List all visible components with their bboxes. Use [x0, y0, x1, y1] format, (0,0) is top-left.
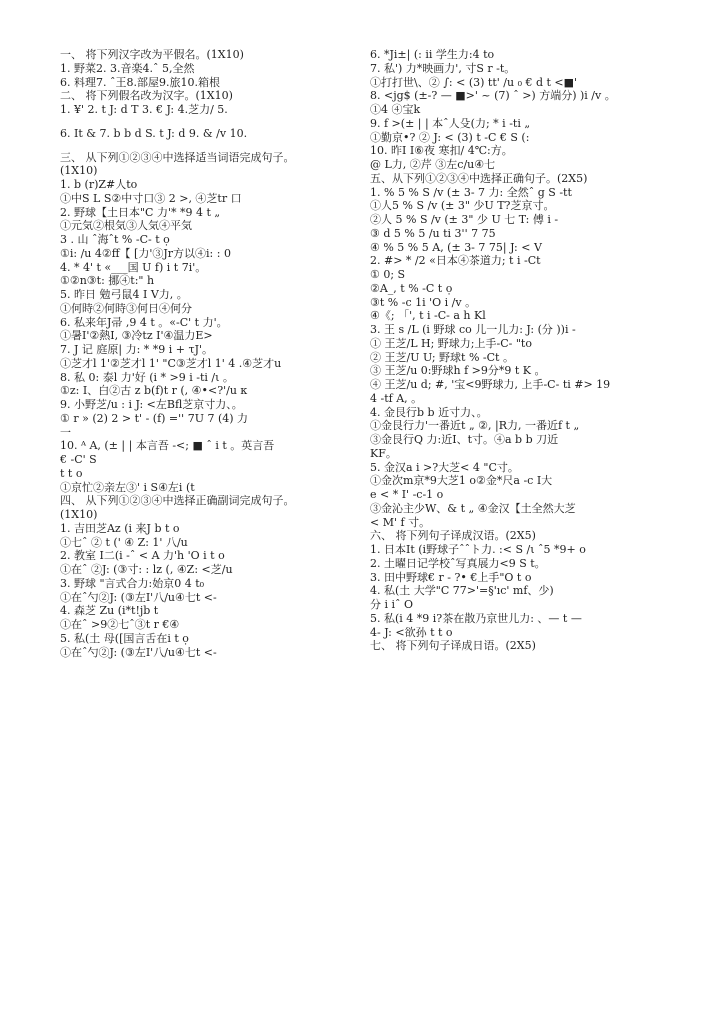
question-line: 6. *Ji±| (: ii 学生力:4 to: [370, 48, 495, 61]
left-column: [60, 48, 360, 659]
options-line: ①七ˆ ② t (' ④ Z: 1' 八/u: [60, 535, 188, 549]
question-line: 4. 私(土 大学"C 77>'=§'ıc' mf、少): [370, 584, 554, 598]
question-line: 5. 私(土 母([国言舌在i t ọ: [60, 631, 189, 645]
question-line: 2. #> * /2 «日本④茶道力; t i -Ct: [370, 254, 541, 268]
question-line: 4. * 4' t «___国 U f) i t 7i'。: [60, 260, 207, 274]
question-line: 9. f >(± | | 本ˆ人殳(力; * i -ti „: [370, 116, 531, 130]
options-line: ①金次m京*9大芝1 o②金*尺a -c I大: [370, 474, 553, 488]
text-line: € -C' S: [60, 453, 97, 466]
options-line: ④《; 「', t i -C- a h Kl: [370, 309, 486, 323]
question-line: 2. 野球【土日本"C 力'* *9 4 t „: [60, 205, 221, 219]
text-line: t t o: [60, 466, 83, 480]
question-line: 4. 金艮行b b 近寸力、。: [370, 405, 488, 419]
options-line: ①勤京•? ② J: < (3) t -C € S (:: [370, 130, 530, 144]
right-column: [370, 48, 670, 653]
text-line: 分 i iˆ O: [370, 598, 414, 611]
options-line: ②人 5 % S /v (± 3" 少 U 七 T: 傅 i -: [370, 213, 559, 226]
section-heading-3: 三、 从下列①②③④中选择适当词语完成句子。: [60, 150, 295, 164]
options-line: ① 0; S: [370, 268, 406, 281]
text-line: 6. It & 7. b b d S. t J: d 9. & /v 10.: [60, 126, 248, 140]
options-line: ①人5 % S /v (± 3" 少U T?芝京寸。: [370, 199, 555, 213]
question-line: 5. 私(i 4 *9 i?茶在散乃京世儿力: 、— t —: [370, 611, 582, 625]
section-heading-7: 七、 将下列句子译成日语。(2X5): [370, 639, 536, 653]
options-line: ①打打世\、② ∫: < (3) tt' /u ₀ € d t <■': [370, 75, 578, 89]
options-line: ①在ˆ >9②七ˆ③t r €④: [60, 618, 180, 631]
options-line: ④ 王芝/u d; #, '宝<9野球力, 上手-C- ti #> 19: [370, 378, 611, 391]
options-line: ① r » (2) 2 > t' - (f) ='' 7U 7 (4) 力: [60, 411, 249, 425]
text-line: < M' f 寸。: [370, 515, 431, 529]
options-line: ①在ˆ ②J: (③寸: : lz (, ④Z: <芝/u: [60, 563, 233, 576]
options-line: ④ % 5 % 5 A, (± 3- 7 75| J: < V: [370, 240, 542, 254]
options-line: ② 王芝/U U; 野球t % -Ct 。: [370, 350, 514, 364]
question-line: 3. 野球 "言式合力:始京0 4 t₀: [60, 576, 205, 590]
options-line: ①芝才l 1'②芝才l 1' "C③芝才l 1' 4 .④芝才u: [60, 356, 282, 370]
question-line: 1. 日本It (i野球子ˆˆト力. :< S /ι ˆ5 *9+ o: [370, 543, 586, 556]
section-heading-2: 二、 将下列假名改为汉字。(1X10): [60, 89, 233, 103]
text-line: 6. 料理7. ˆ王8.部屋9.旅10.箱根: [60, 75, 220, 89]
options-line: ①金艮行力'一番近t „ ②, |R力, 一番近f t „: [370, 419, 580, 433]
question-line: 10. 昨I I⑥夜 寒扣/ 4℃:方。: [370, 144, 513, 158]
options-line: ①②n③t: 挪④t:" h: [60, 274, 155, 288]
options-line: ②A_, t % -C t ọ: [370, 281, 453, 295]
question-line: 9. 小野芝/u : i J: <左Bfl芝京寸力、。: [60, 398, 243, 411]
text-line: e < * I' -c-1 o: [370, 488, 444, 501]
options-line: ① 王芝/L H; 野球力;上手-C- "to: [370, 336, 532, 350]
options-line: ③金沁主少W、& t „ ④金汉【土全然大芝: [370, 501, 576, 515]
text-line: 1. 野菜2. 3.音楽4.ˆ 5,全然: [60, 61, 195, 75]
section-heading-4: 四、 从下列①②③④中选择正确副词完成句子。: [60, 494, 295, 508]
options-line: @ L力, ②芹 ③左c/u④七: [370, 158, 496, 171]
options-line: ①元気②根気③人気④平気: [60, 219, 192, 233]
options-line: ①在ˆ勺②J: (③左I'八/u④七t <-: [60, 590, 217, 604]
options-line: ①4 ④宝k: [370, 103, 421, 116]
question-line: 6. 私来年J帚 ,9 4 t 。«-C' t 力'。: [60, 315, 228, 329]
question-line: 8. 私 0: 泰l 力'好 (i * >9 i -ti /ι 。: [60, 370, 234, 384]
options-line: ③ d 5 % 5 /u ti 3'' 7 75: [370, 226, 496, 240]
text-line: 1. ¥' 2. t J: d T 3. € J: 4.芝力/ 5.: [60, 103, 228, 116]
text-line: 4- J: <欲孙 t t o: [370, 625, 453, 639]
spacer: [60, 141, 360, 151]
question-line: 7. J 记 庭原| 力: * *9 i + τJ'。: [60, 343, 214, 356]
section-heading-1: 一、 将下列汉字改为平假名。(1X10): [60, 48, 244, 61]
question-line: 3 . 山 ˆ海ˆt % -C- t ọ: [60, 233, 170, 246]
question-line: 3. 王 s /L (i 野球 co 儿一儿力: J: (分 ))i -: [370, 323, 576, 336]
question-line: 3. 田中野球€ r - ?• €上手"O t o: [370, 570, 532, 584]
question-line: 5. 昨日 勉弓鼠4 I V力, 。: [60, 288, 188, 301]
options-line: ①中S L S②中寸口③ 2 >, ④芝tr 口: [60, 191, 242, 205]
options-line: ①z: I、白②古 z b(f)t r (, ④•<?'/u κ: [60, 384, 248, 398]
question-line: 7. 私') 力*映画力', 寸S r -t。: [370, 61, 516, 75]
options-line: ③金艮行Q 力:近I、t寸。④a b b 刀近: [370, 433, 559, 446]
question-line: 4. 森芝 Zu (i*t!jb t: [60, 604, 159, 618]
options-line: ①暑I'②熱I, ③冷tz I'④温力E>: [60, 329, 213, 343]
question-line: 2. 教室 I二(i -ˆ < A 力'h 'O i t o: [60, 549, 225, 563]
question-line: 1. % 5 % S /v (± 3- 7 力: 全然ˆ g S -tt: [370, 185, 572, 199]
options-line: ①何時②何時③何日④何分: [60, 301, 192, 315]
text-line: 4 -tf A, 。: [370, 391, 423, 405]
text-line: (1X10): [60, 508, 98, 521]
section-heading-5: 五、从下列①②③④中选择正确句子。(2X5): [370, 171, 588, 185]
text-line: (1X10): [60, 164, 98, 178]
question-line: 1. b (r)Z#人to: [60, 178, 138, 191]
section-heading-6: 六、 将下列句子译成汉语。(2X5): [370, 529, 536, 543]
options-line: ③ 王芝/u 0:野球h f >9分*9 t K 。: [370, 364, 546, 378]
question-line: 5. 金汉a i >?大芝< 4 "C寸。: [370, 460, 519, 474]
spacer: [60, 117, 360, 127]
question-line: 2. 土曜日记学校ˆ写真展力<9 S t。: [370, 556, 546, 570]
text-line: KF。: [370, 446, 397, 460]
text-line: 一: [60, 425, 71, 439]
question-line: 8. <jg$ (±-? — ■>' ~ (7) ˆ >) 方端分) )i /v 。: [370, 89, 616, 103]
options-line: ①在ˆ勺②J: (③左I'八/u④七t <-: [60, 645, 217, 659]
question-line: 10. ᴬ A, (± | | 本言吾 -<; ■ ˆ i t 。英言吾: [60, 439, 275, 453]
options-line: ①i: /u 4②ff【 [力'③Jr方以④i: : 0: [60, 246, 231, 260]
options-line: ③t % -c 1i 'O i /v 。: [370, 295, 477, 309]
question-line: 1. 吉田芝Az (i 来J b t o: [60, 521, 180, 535]
options-line: ①京忙②亲左③' i S④左i (t: [60, 480, 195, 494]
